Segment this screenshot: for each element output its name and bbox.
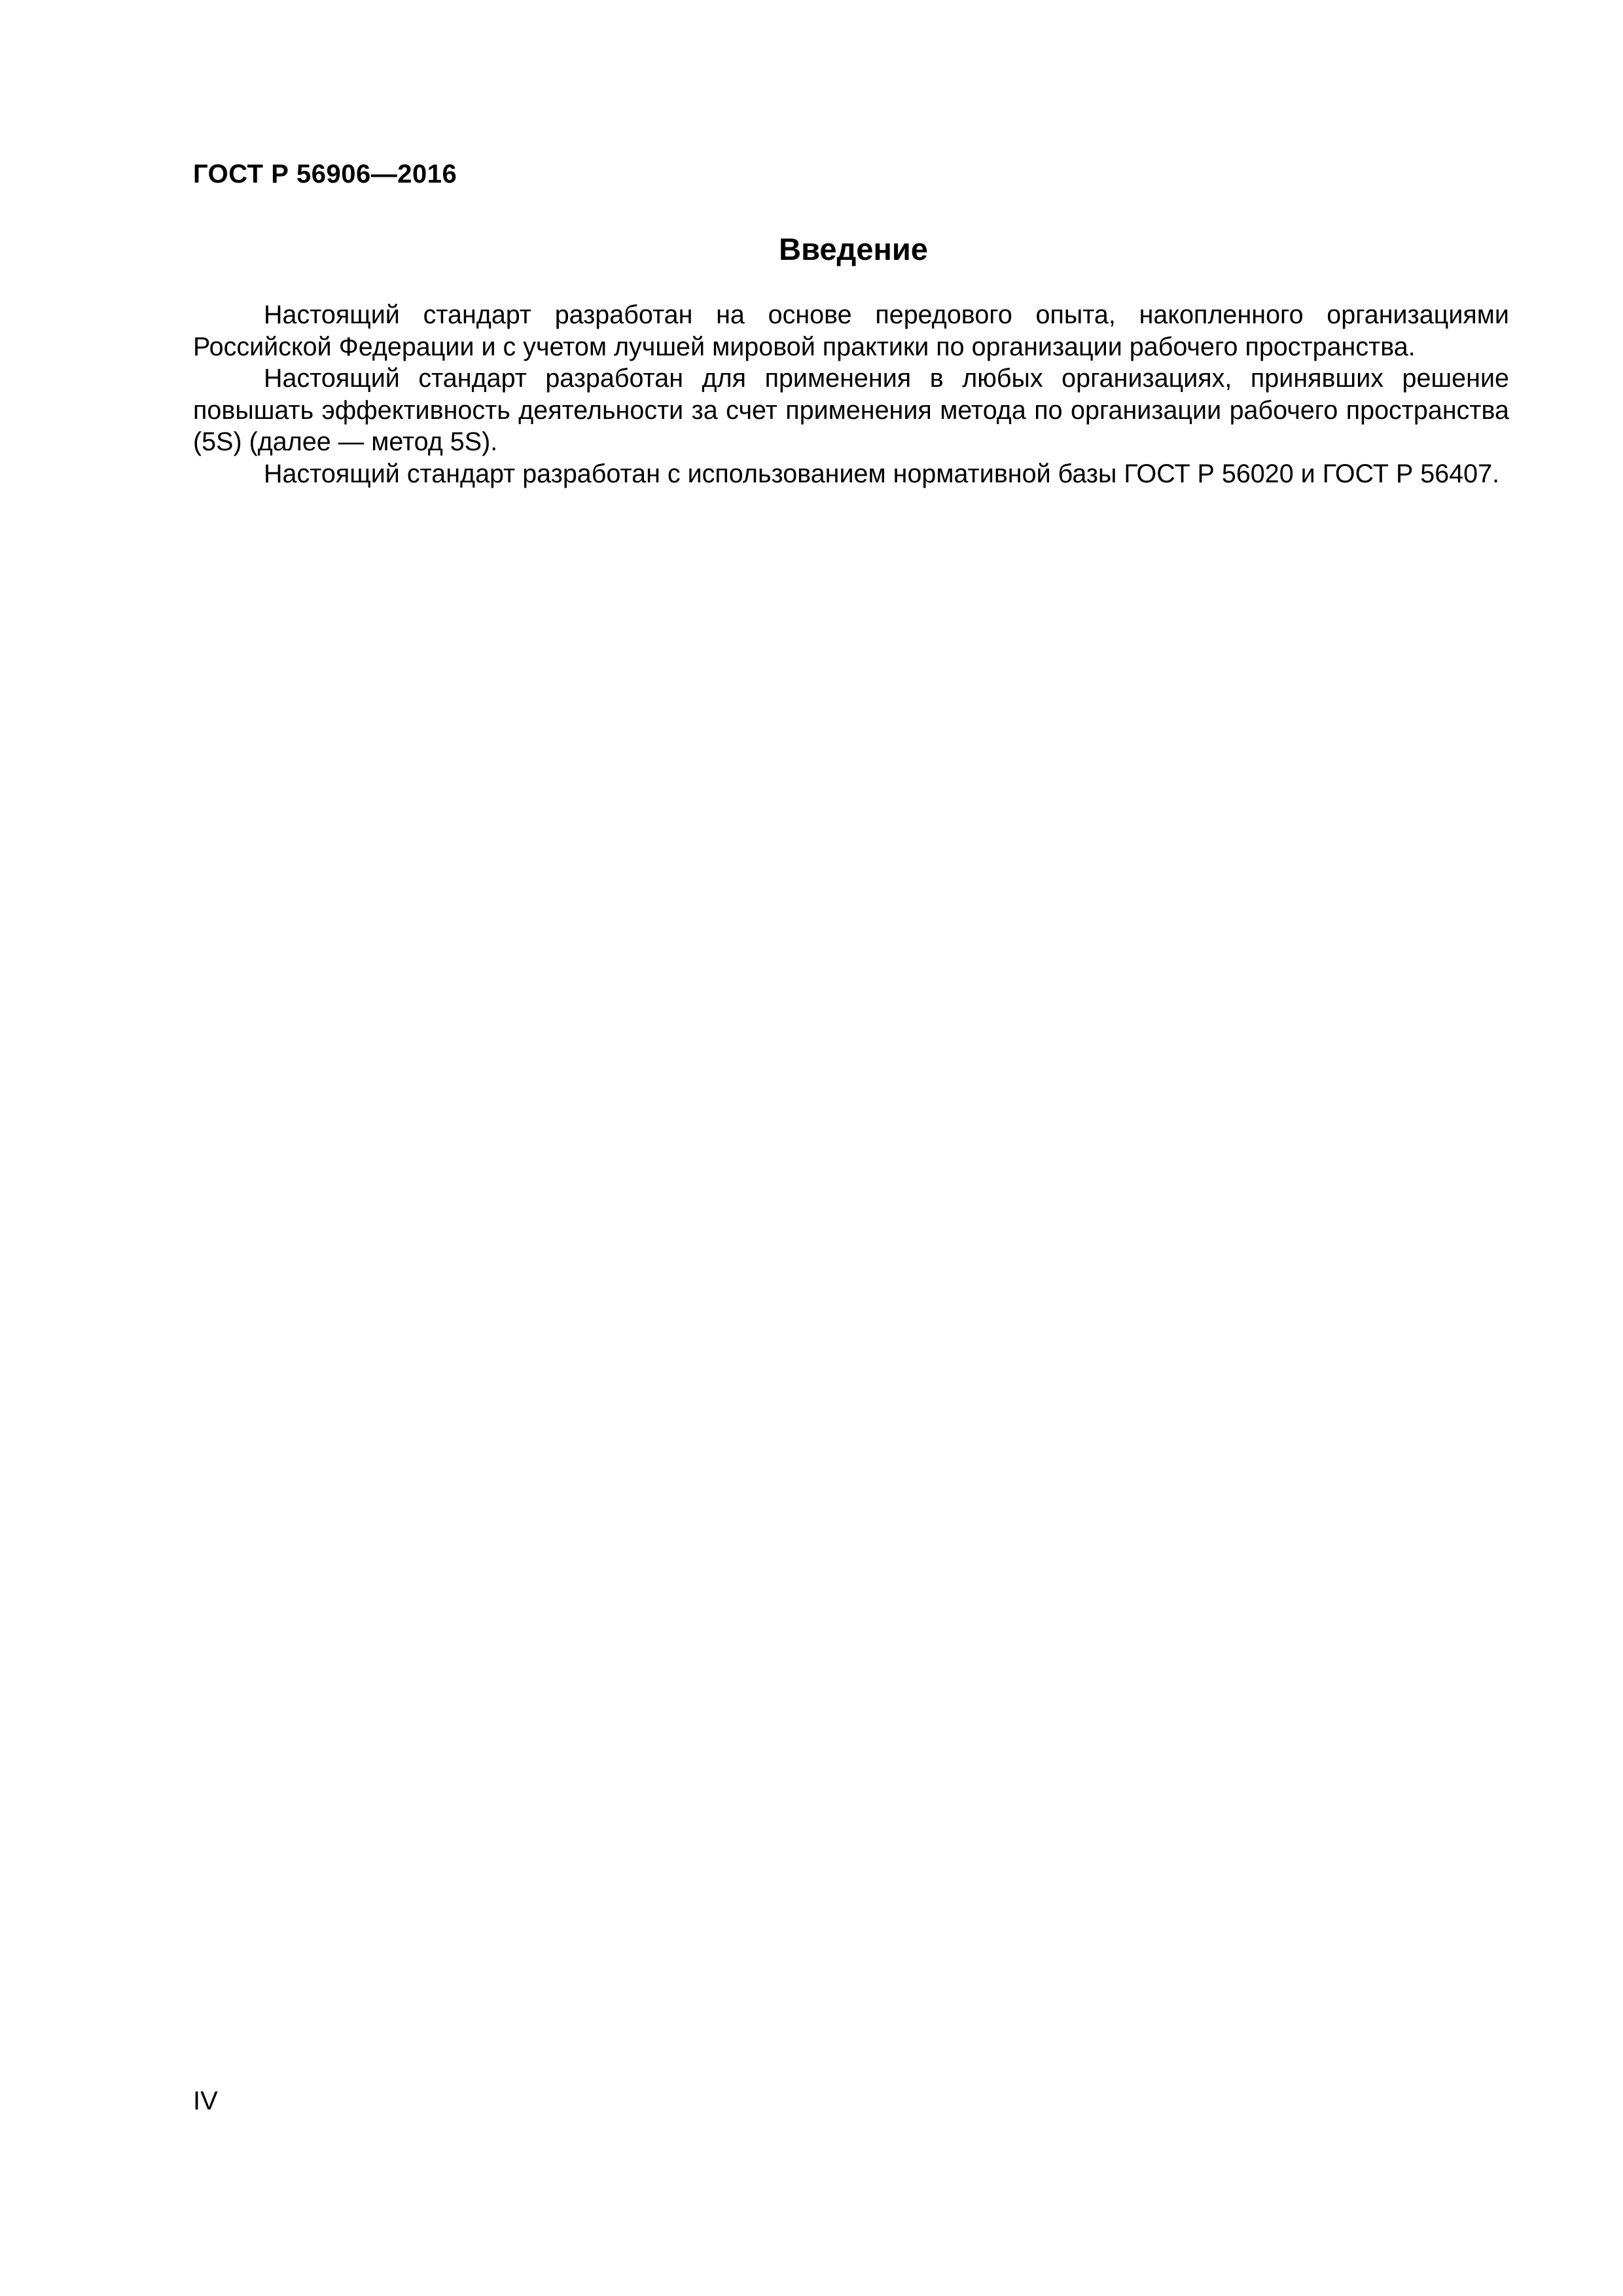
paragraph-3: Настоящий стандарт разработан с использованием нормативной базы ГОСТ Р 56020 и ГОСТ Р 56407. bbox=[264, 459, 1500, 488]
paragraph-2: Настоящий стандарт разработан для применения в любых организациях, принявших решение повышать эффективность деятельности за счет применения метода по организации рабочего пространства (5S) (далее — метод 5S). bbox=[193, 364, 1509, 456]
paragraph-1: Настоящий стандарт разработан на основе передового опыта, накопленного организациями Российской Федерации и с учетом лучшей мировой практики по организации рабочего пространства. bbox=[193, 300, 1509, 361]
document-code-header: ГОСТ Р 56906—2016 bbox=[193, 160, 457, 188]
section-title bbox=[0, 231, 1623, 267]
page-number: IV bbox=[193, 2087, 218, 2115]
section-title-text: Введение bbox=[779, 232, 928, 266]
introduction-body bbox=[193, 299, 1509, 490]
